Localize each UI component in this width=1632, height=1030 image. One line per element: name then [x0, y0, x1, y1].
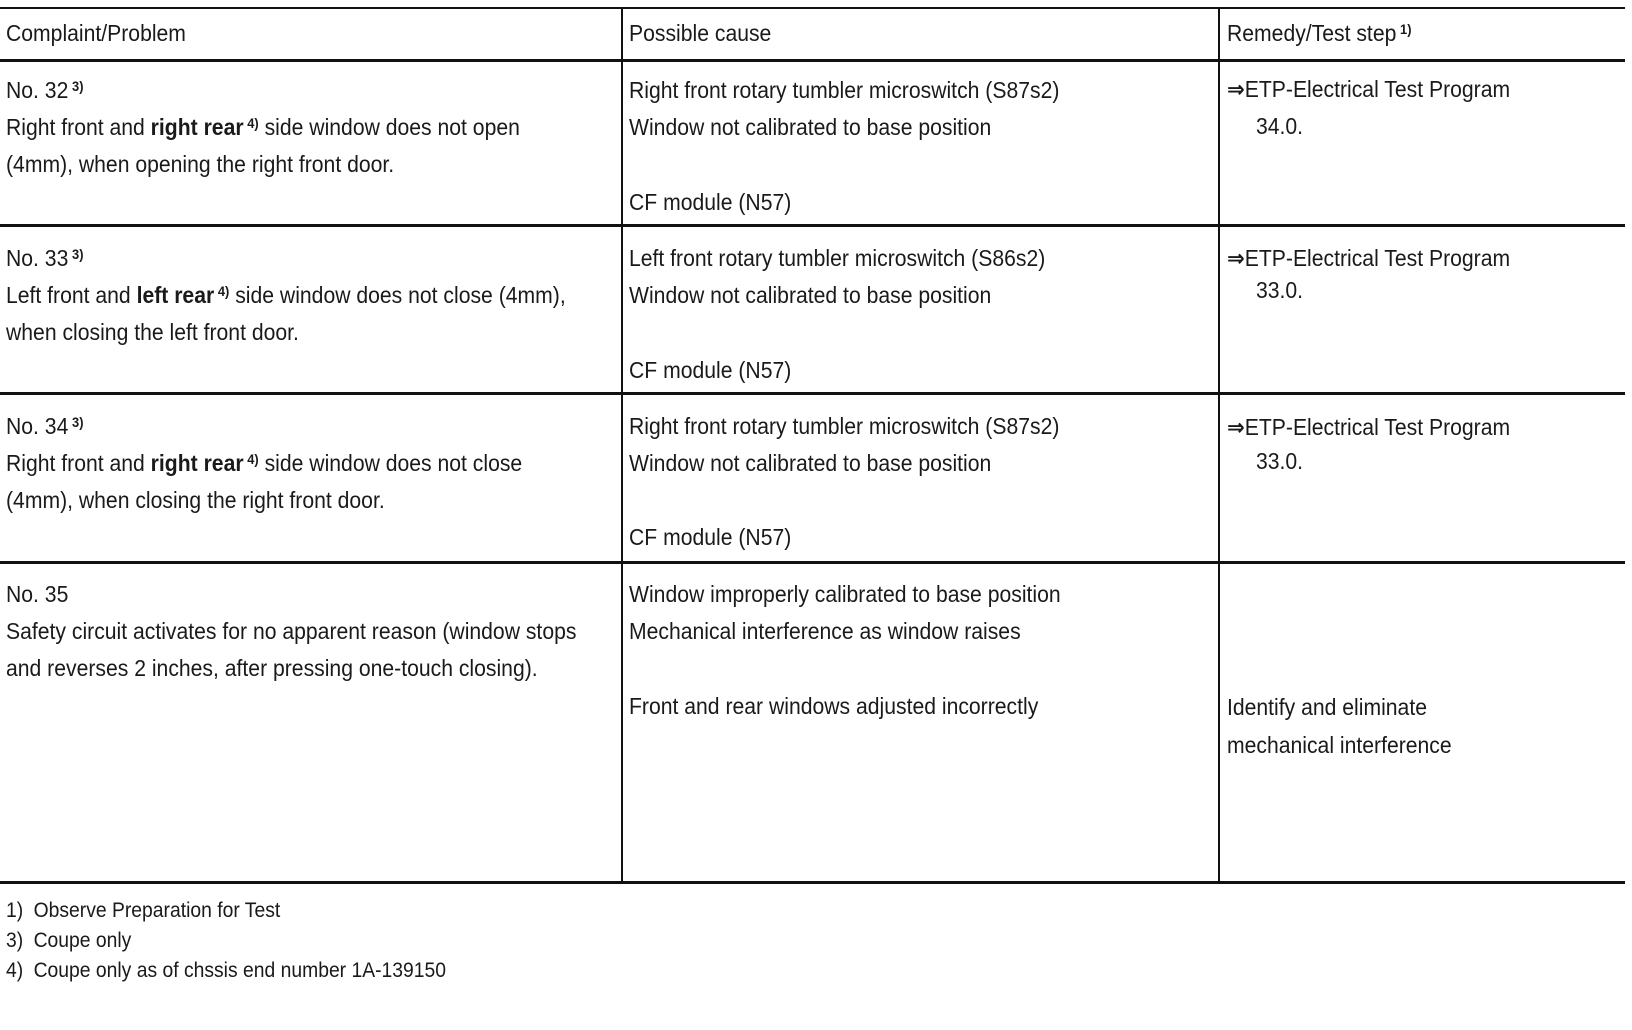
table-top-rule: [0, 7, 1625, 9]
cause-item: Front and rear windows adjusted incorrectly: [629, 693, 1039, 719]
remedy-link: ⇒ETP-Electrical Test Program: [1227, 414, 1511, 440]
row-32-bottom-rule: [0, 224, 1625, 227]
row-33-bottom-rule: [0, 392, 1625, 395]
footnote-ref: 3): [72, 414, 84, 430]
right-arrow-icon: ⇒: [1227, 76, 1245, 102]
complaint-line-2: (4mm), when opening the right front door.: [6, 151, 395, 177]
column-divider-2: [1218, 7, 1220, 884]
footnote: 1) Observe Preparation for Test: [6, 899, 281, 922]
remedy-step: 34.0.: [1256, 113, 1304, 139]
row-number: No. 33 $^{3)}$: [6, 245, 84, 271]
cause-item: Right front rotary tumbler microswitch (S87s2): [629, 77, 1060, 103]
header-remedy-note: 1): [1400, 21, 1412, 37]
cause-item: CF module (N57): [629, 357, 792, 383]
complaint-line-2: (4mm), when closing the right front door.: [6, 487, 385, 513]
cause-item: CF module (N57): [629, 189, 792, 215]
cause-item: Mechanical interference as window raises: [629, 618, 1021, 644]
row-34-bottom-rule: [0, 561, 1625, 564]
row-number: No. 34 $^{3)}$: [6, 413, 84, 439]
header-complaint: Complaint/Problem: [6, 20, 186, 46]
footnote: 4) Coupe only as of chssis end number 1A-139150: [6, 959, 447, 982]
cause-item: Window not calibrated to base position: [629, 282, 992, 308]
complaint-bold: left rear: [136, 282, 215, 308]
remedy-step: 33.0.: [1256, 277, 1304, 303]
row-number: No. 35: [6, 581, 69, 607]
row-number: No. 32 $^{3)}$: [6, 77, 84, 103]
cause-item: Window improperly calibrated to base position: [629, 581, 1061, 607]
right-arrow-icon: ⇒: [1227, 245, 1245, 271]
cause-item: Left front rotary tumbler microswitch (S86s2): [629, 245, 1046, 271]
right-arrow-icon: ⇒: [1227, 414, 1245, 440]
table-bottom-rule: [0, 881, 1625, 884]
footnote-ref: 3): [72, 78, 84, 94]
cause-item: Window not calibrated to base position: [629, 114, 992, 140]
cause-item: Right front rotary tumbler microswitch (S87s2): [629, 413, 1060, 439]
remedy-line-2: mechanical interference: [1227, 732, 1452, 758]
complaint-line-1: Safety circuit activates for no apparent reason (window stops: [6, 618, 577, 644]
complaint-line-1: Right front and right rear $^{4)}$ side window does not close: [6, 450, 523, 476]
footnote-ref: 4): [217, 283, 230, 299]
cause-item: CF module (N57): [629, 524, 792, 550]
complaint-line-1: Left front and left rear $^{4)}$ side window does not close (4mm),: [6, 282, 566, 308]
complaint-bold: right rear: [150, 450, 244, 476]
header-cause: Possible cause: [629, 20, 772, 46]
column-divider-1: [621, 7, 623, 884]
footnote-ref: 4): [247, 451, 259, 467]
footnote: 3) Coupe only: [6, 929, 132, 952]
remedy-link: ⇒ETP-Electrical Test Program: [1227, 76, 1511, 102]
complaint-line-2: and reverses 2 inches, after pressing one-touch closing).: [6, 655, 538, 681]
complaint-line-2: when closing the left front door.: [6, 319, 299, 345]
cause-item: Window not calibrated to base position: [629, 450, 992, 476]
footnote-ref: 3): [72, 246, 84, 262]
complaint-line-1: Right front and right rear $^{4)}$ side window does not open: [6, 114, 520, 140]
remedy-line-1: Identify and eliminate: [1227, 694, 1427, 720]
remedy-link: ⇒ETP-Electrical Test Program: [1227, 245, 1511, 271]
remedy-step: 33.0.: [1256, 448, 1304, 474]
header-bottom-rule: [0, 59, 1625, 62]
header-remedy: Remedy/Test step $^{1)}$: [1227, 20, 1412, 46]
footnote-ref: 4): [247, 115, 259, 131]
complaint-bold: right rear: [150, 114, 244, 140]
